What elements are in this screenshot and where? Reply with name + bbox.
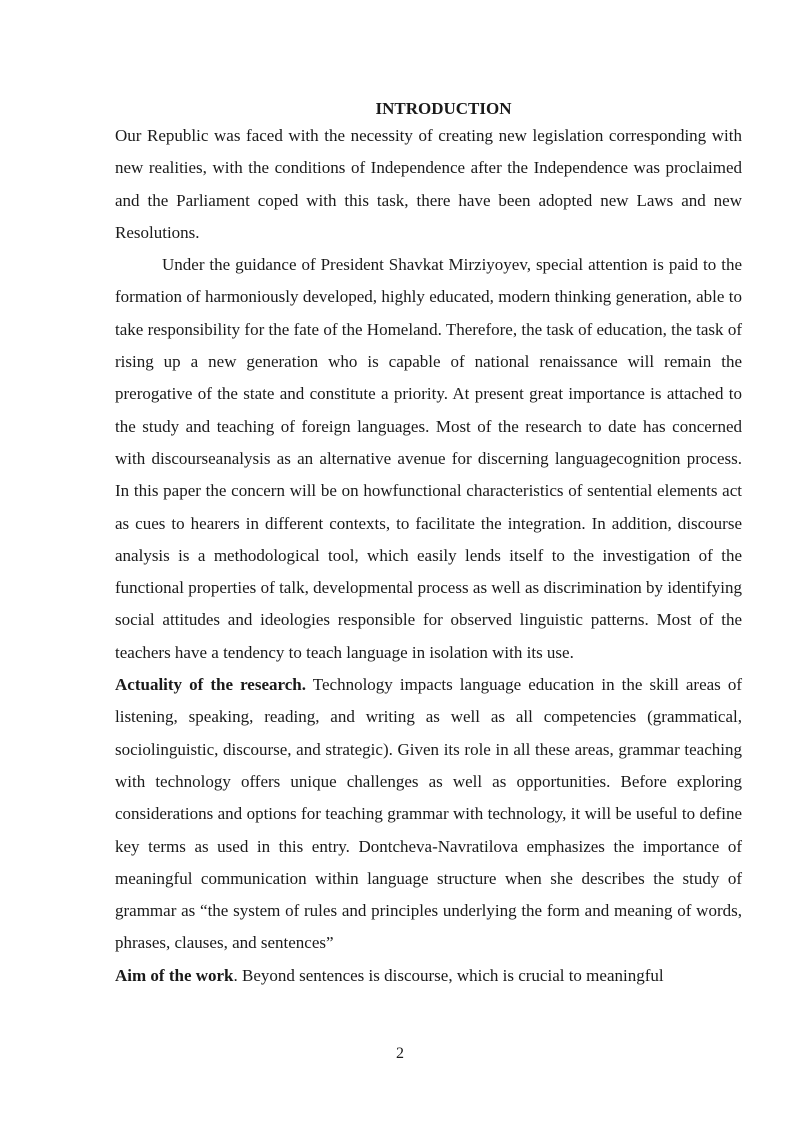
section-heading-actuality: Actuality of the research. — [115, 675, 307, 695]
paragraph-text: Technology impacts language education in the skill areas of listening, speaking, reading, and writing as well as all competencies (grammatical, sociolinguistic, discourse, and strategic). Given its role in all these areas, grammar teaching with technology offers unique challenges as well as opportunities. Before exploring considerations and options for teaching grammar with technology, it will be useful to define key terms as used in this entry. Dontcheva-Navratilova emphasizes the importance of meaningful communication within language structure when she describes the study of grammar as “the system of rules and principles underlying the form and meaning of words, phrases, clauses, and sentences” — [115, 675, 742, 953]
paragraph-legislation — [115, 120, 742, 249]
paragraph-actuality — [115, 669, 742, 960]
document-page — [115, 98, 742, 992]
paragraph-text: . Beyond sentences is discourse, which is crucial to meaningful — [233, 965, 664, 985]
paragraph-text: Our Republic was faced with the necessity of creating new legislation corresponding with new realities, with the conditions of Independence after the Independence was proclaimed and the Parliament coped with this task, there have been adopted new Laws and new Resolutions. — [115, 126, 742, 242]
paragraph-education — [115, 249, 742, 669]
page-title: INTRODUCTION — [375, 99, 512, 118]
paragraph-text: Under the guidance of President Shavkat Mirziyoyev, special attention is paid to the formation of harmoniously developed, highly educated, modern thinking generation, able to take responsibility for the fate of the Homeland. Therefore, the task of education, the task of rising up a new generation who is capable of national renaissance will remain the prerogative of the state and constitute a priority. At present great importance is attached to the study and teaching of foreign languages. Most of the research to date has concerned with discourseanalysis as an alternative avenue for discerning languagecognition process. In this paper the concern will be on howfunctional characteristics of sentential elements act as cues to hearers in different contexts, to facilitate the integration. In addition, discourse analysis is a methodological tool, which easily lends itself to the investigation of the functional properties of talk, developmental process as well as discrimination by identifying social attitudes and ideologies responsible for observed linguistic patterns. Most of the teachers have a tendency to teach language in isolation with its use. — [115, 255, 742, 662]
page-number: 2 — [396, 1045, 404, 1062]
paragraph-aim — [115, 960, 742, 992]
section-heading-aim: Aim of the work — [115, 965, 234, 985]
